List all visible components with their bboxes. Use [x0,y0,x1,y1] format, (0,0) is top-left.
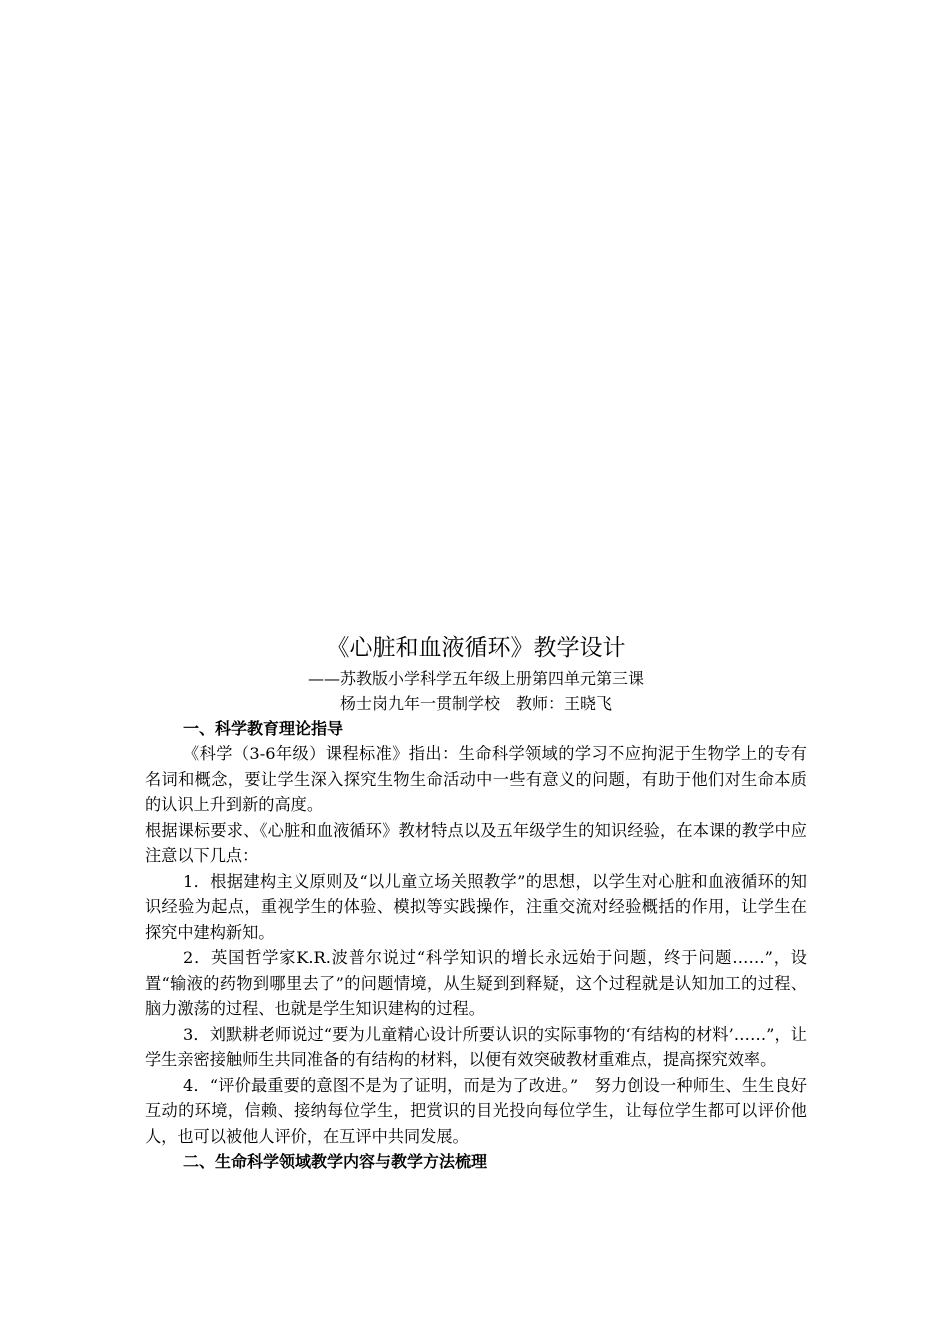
section-heading-2: 二、生命科学领域教学内容与教学方法梳理 [183,1152,488,1171]
author-line: 杨士岗九年一贯制学校 教师：王晓飞 [339,694,612,713]
section-heading-1: 一、科学教育理论指导 [183,719,344,738]
paragraph-point-4: 4．“评价最重要的意图不是为了证明，而是为了改进。” 努力创设一种师生、生生良好互动的环境，信赖、接纳每位学生，把赏识的目光投向每位学生，让每位学生都可以评价他人，也可以被他人评价，在互评中共同发展。 [145,1075,807,1146]
paragraph-point-3: 3．刘默耕老师说过“要为儿童精心设计所要认识的实际事物的‘有结构的材料’……”，让学生亲密接触师生共同准备的有结构的材料，以便有效突破教材重难点，提高探究效率。 [145,1024,807,1069]
paragraph-lead: 根据课标要求、《心脏和血液循环》教材特点以及五年级学生的知识经验，在本课的教学中应注意以下几点： [145,820,807,865]
paragraph-intro: 《科学（3-6年级）课程标准》指出：生命科学领域的学习不应拘泥于生物学上的专有名词和概念，要让学生深入探究生物生命活动中一些有意义的问题，有助于他们对生命本质的认识上升到新的高度。 [145,744,807,814]
document-subtitle: ——苏教版小学科学五年级上册第四单元第三课 [307,669,644,688]
document-title: 《心脏和血液循环》教学设计 [326,635,626,661]
paragraph-point-2: 2．英国哲学家K.R.波普尔说过“科学知识的增长永远始于问题，终于问题……”，设置“输液的药物到哪里去了”的问题情境，从生疑到到释疑，这个过程就是认知加工的过程、脑力激荡的过程、也就是学生知识建构的过程。 [145,948,807,1018]
document-body [145,630,807,1174]
paragraph-point-1: 1．根据建构主义原则及“以儿童立场关照教学”的思想，以学生对心脏和血液循环的知识经验为起点，重视学生的体验、模拟等实践操作，注重交流对经验概括的作用，让学生在探究中建构新知。 [145,871,807,942]
